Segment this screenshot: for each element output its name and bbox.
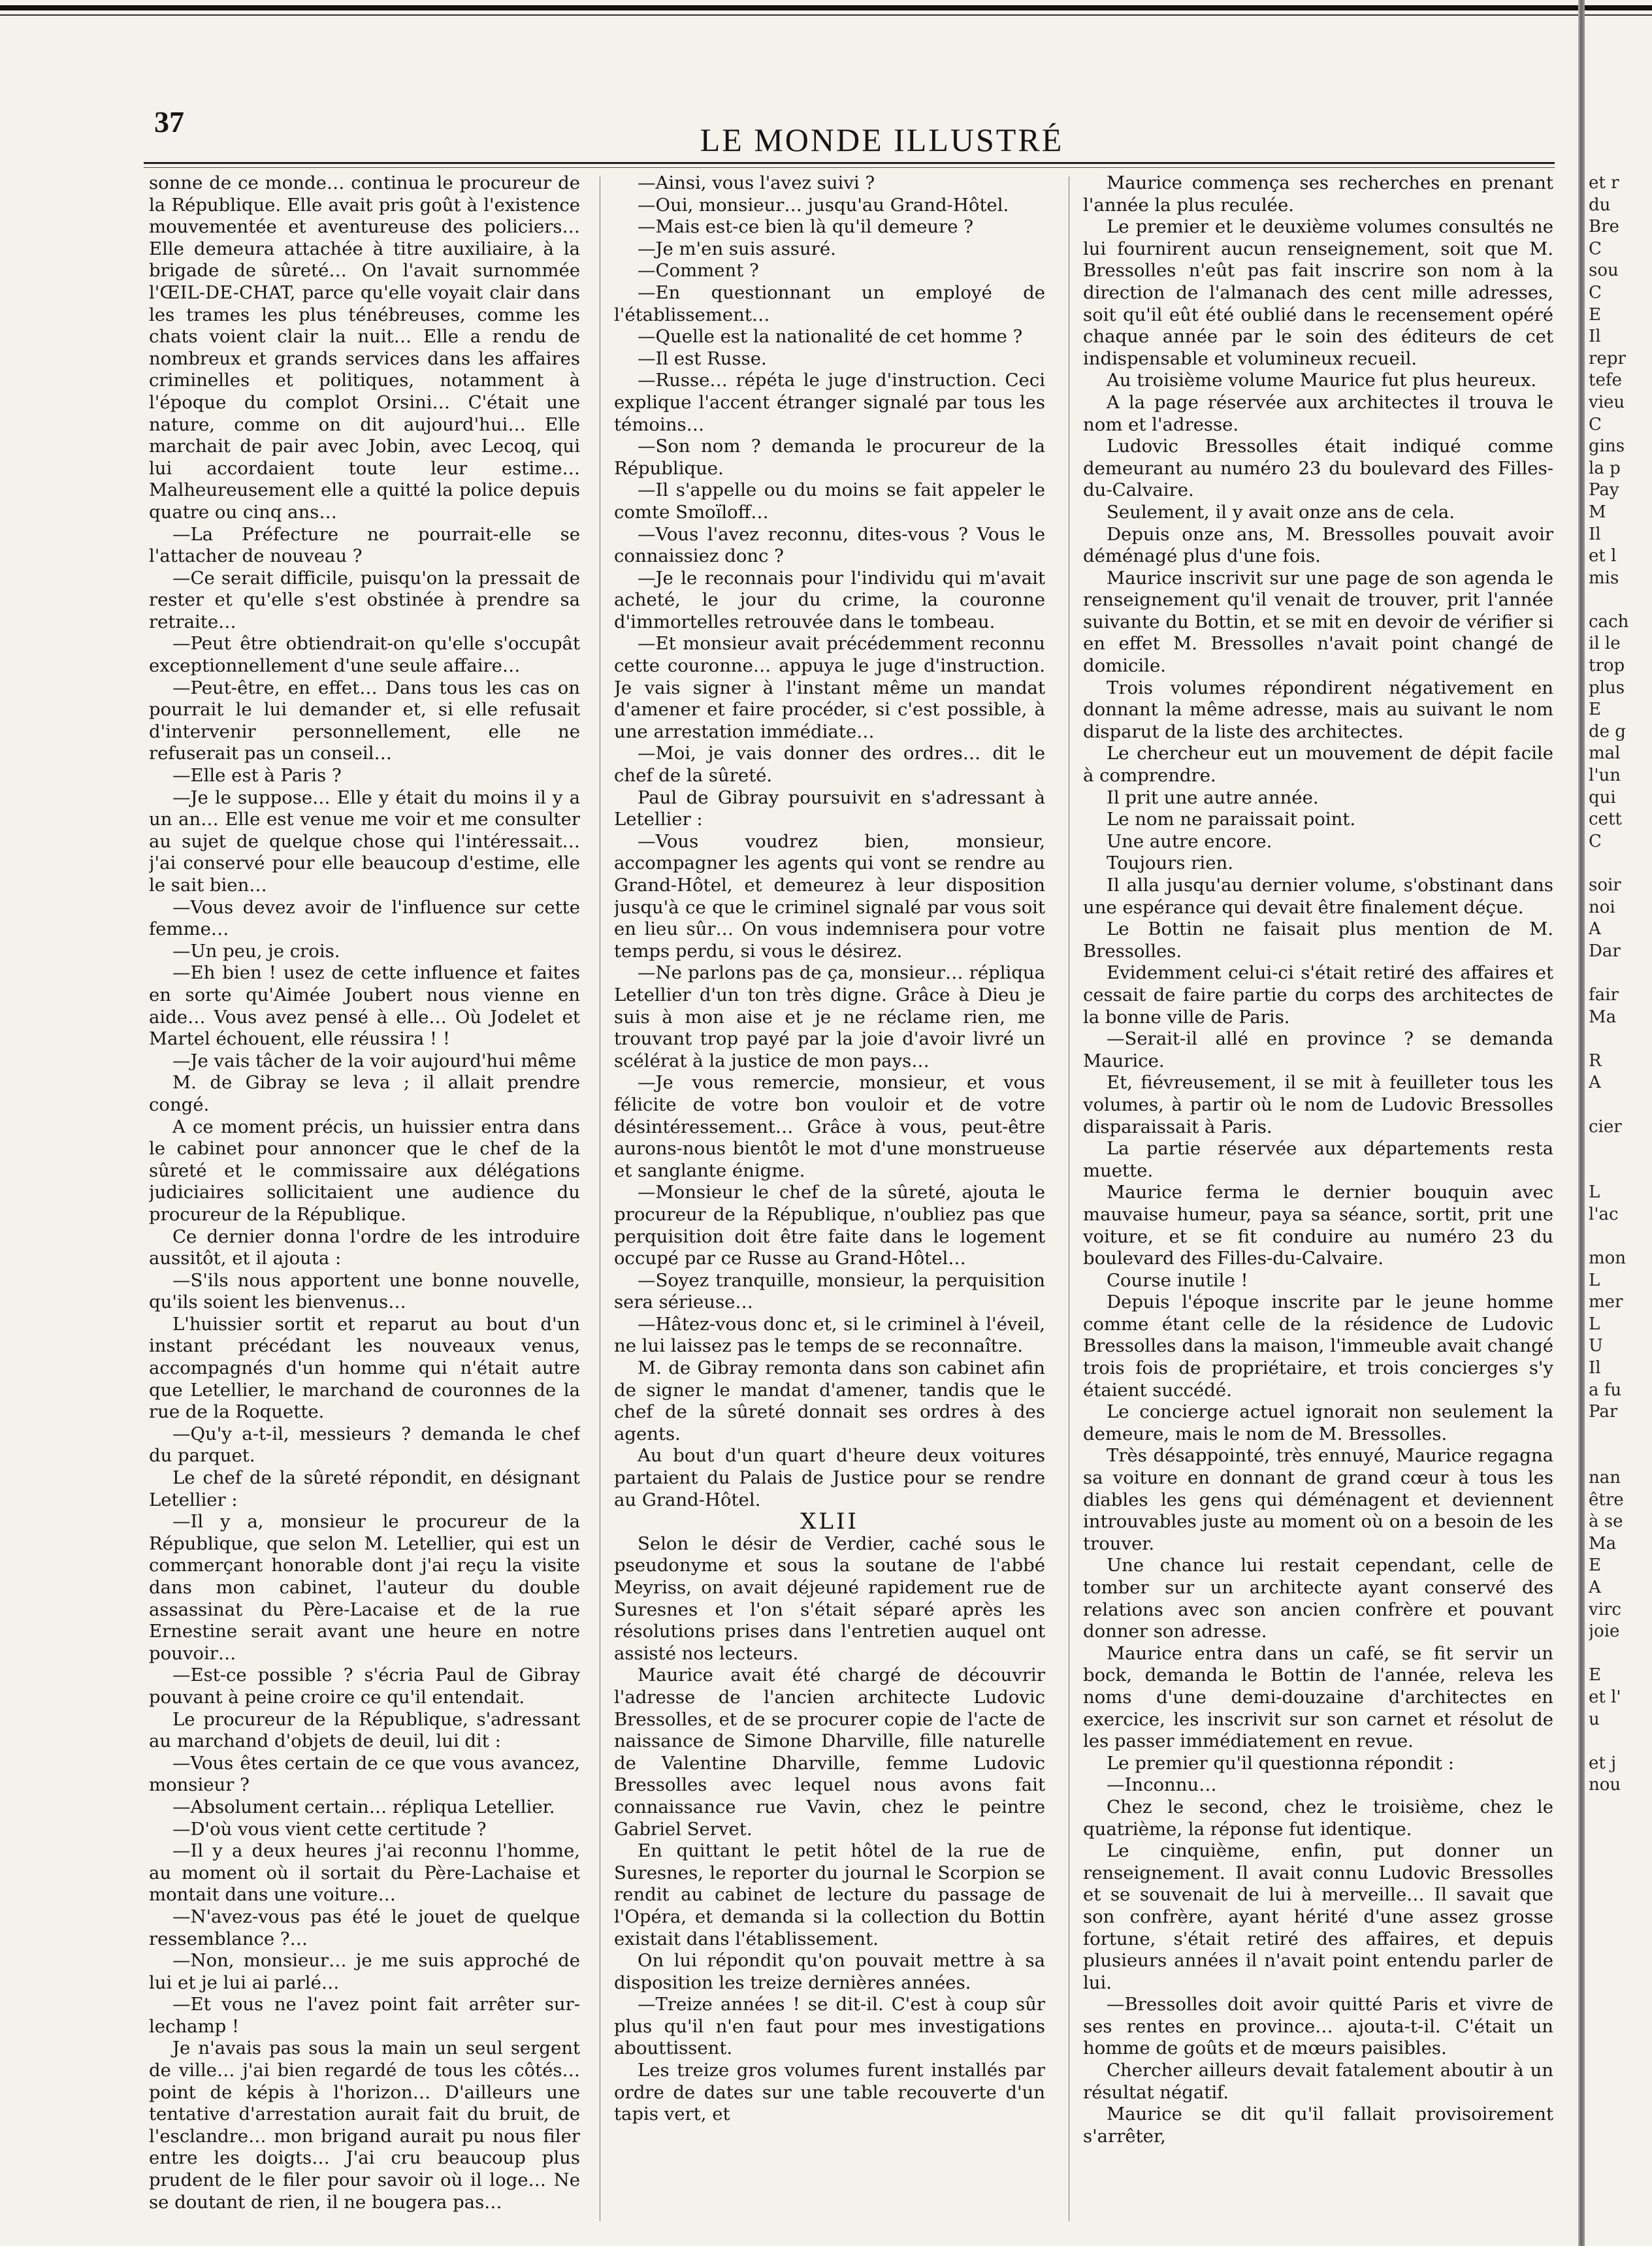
header-rule-thin [144, 167, 1555, 168]
edge-fragment: A [1589, 919, 1601, 939]
edge-fragment: A [1589, 1073, 1601, 1093]
paragraph: —Et vous ne l'avez point fait arrêter sur-lechamp ! [149, 1994, 580, 2037]
edge-fragment [1589, 1445, 1652, 1467]
paragraph: —Elle est à Paris ? [172, 765, 342, 787]
edge-fragment: mer [1589, 1292, 1623, 1312]
paragraph: Et, fiévreusement, il se mit à feuilleter tous les volumes, à partir où le nom de Ludovic Bressolles disparaissait à Paris. [1083, 1072, 1553, 1137]
edge-fragment: soir [1589, 875, 1621, 895]
edge-fragment: E [1589, 700, 1601, 720]
paragraph: —Il s'appelle ou du moins se fait appeler le comte Smoïloff… [614, 480, 1045, 523]
edge-fragment: être [1589, 1489, 1624, 1510]
edge-fragment: cett [1589, 809, 1622, 830]
edge-fragment: virc [1589, 1599, 1621, 1619]
paragraph: Ludovic Bressolles était indiqué comme demeurant au numéro 23 du boulevard des Filles-du-Calvaire. [1083, 436, 1553, 501]
paragraph: La partie réservée aux départements resta muette. [1083, 1138, 1553, 1181]
edge-fragment: l'un [1589, 766, 1621, 786]
paragraph: —Serait-il allé en province ? se demanda Maurice. [1083, 1028, 1553, 1071]
chapter-heading: XLII [800, 1508, 859, 1535]
paragraph: —Son nom ? demanda le procureur de la République. [614, 436, 1045, 479]
edge-fragment: Par [1589, 1402, 1618, 1422]
paragraph: —Quelle est la nationalité de cet homme ? [638, 326, 1023, 348]
paragraph: Evidemment celui-ci s'était retiré des affaires et cessait de faire partie du corps des architectes de la bonne ville de Paris. [1083, 962, 1553, 1028]
masthead-title: LE MONDE ILLUSTRÉ [700, 122, 1064, 158]
edge-fragment [1589, 1094, 1652, 1116]
edge-fragment: C [1589, 282, 1602, 302]
edge-fragment: mal [1589, 743, 1621, 764]
paragraph: Chercher ailleurs devait fatalement aboutir à un résultat négatif. [1083, 2060, 1553, 2103]
paragraph: —Il y a, monsieur le procureur de la République, que selon M. Letellier, qui est un commerçant honorable dont j'ai reçu la visite dans mon cabinet, l'auteur du double assassinat du Père-Lacaise et de la rue Ernestine serait avant une heure en notre pouvoir… [149, 1511, 580, 1664]
edge-fragment: tefe [1589, 370, 1622, 391]
paragraph: Une autre encore. [1107, 830, 1272, 852]
edge-fragment: du [1589, 195, 1611, 215]
paragraph: Le Bottin ne faisait plus mention de M. Bressolles. [1083, 919, 1553, 962]
edge-fragment: mon [1589, 1248, 1627, 1269]
edge-fragment: qui [1589, 787, 1616, 807]
paragraph: Selon le désir de Verdier, caché sous le pseudonyme et sous la soutane de l'abbé Meyriss, on avait déjeuné rapidement rue de Suresnes et l'on s'était séparé après les résolutions prises dans l'entretien auquel ont assisté nos lecteurs. [614, 1533, 1045, 1664]
edge-fragment: u [1589, 1709, 1600, 1729]
paragraph: Le cinquième, enfin, put donner un renseignement. Il avait connu Ludovic Bressolles et se souvenait de lui à merveille… Il savait que son confrère, ayant hérité d'une assez grosse fortune, s'était retiré des affaires, et depuis plusieurs années il n'avait point entendu parler de lui. [1083, 1840, 1553, 1993]
paragraph: —Est-ce possible ? s'écria Paul de Gibray pouvant à peine croire ce qu'il entendait. [149, 1665, 580, 1708]
edge-fragment: Ma [1589, 1007, 1617, 1027]
top-border-rule [0, 5, 1652, 10]
paragraph: —Je vais tâcher de la voir aujourd'hui même [172, 1050, 577, 1071]
edge-fragment: la p [1589, 458, 1621, 478]
paragraph: Le premier qu'il questionna répondit : [1107, 1752, 1454, 1774]
paragraph: —Ce serait difficile, puisqu'on la pressait de rester et qu'elle s'est obstinée à prendre sa retraite… [149, 567, 580, 632]
paragraph: —Soyez tranquille, monsieur, la perquisition sera sérieuse… [614, 1269, 1045, 1313]
paragraph: —Comment ? [638, 260, 759, 282]
paragraph: On lui répondit qu'on pouvait mettre à sa disposition les treize dernières années. [614, 1950, 1045, 1993]
paragraph: —Monsieur le chef de la sûreté, ajouta le procureur de la République, n'oubliez pas que perquisition doit être faite dans le logement occupé par ce Russe au Grand-Hôtel… [614, 1182, 1045, 1269]
paragraph: Depuis onze ans, M. Bressolles pouvait avoir déménagé plus d'une fois. [1083, 523, 1553, 567]
paragraph: Chez le second, chez le troisième, chez le quatrième, la réponse fut identique. [1083, 1796, 1553, 1840]
paragraph: —Je m'en suis assuré. [638, 238, 836, 259]
edge-fragment: il le [1589, 634, 1621, 654]
paragraph: —Peut être obtiendrait-on qu'elle s'occupât exceptionnellement d'une seule affaire… [149, 633, 580, 677]
edge-fragment [1589, 1160, 1652, 1182]
paragraph: Une chance lui restait cependant, celle de tomber sur un architecte ayant conservé des relations avec son ancien confrère et pouvant donner son adresse. [1083, 1555, 1553, 1642]
paragraph: —Inconnu… [1107, 1774, 1217, 1796]
edge-fragment: sou [1589, 261, 1619, 281]
paragraph: —Ainsi, vous l'avez suivi ? [638, 172, 875, 193]
paragraph: —Non, monsieur… je me suis approché de lui et je lui ai parlé… [149, 1950, 580, 1993]
paragraph: —Vous l'avez reconnu, dites-vous ? Vous le connaissiez donc ? [614, 523, 1045, 567]
paragraph: Il alla jusqu'au dernier volume, s'obstinant dans une espérance qui devait être finalement déçue. [1083, 875, 1553, 918]
paragraph: —Peut-être, en effet… Dans tous les cas on pourrait le lui demander et, si elle refusait d'intervenir personnellement, elle ne refuserait pas un conseil… [149, 677, 580, 764]
edge-fragment: joie [1589, 1621, 1620, 1642]
edge-fragment: C [1589, 414, 1602, 434]
text-column-1 [149, 172, 580, 2224]
paragraph: —Treize années ! se dit-il. C'est à coup sûr plus qu'il n'en faut pour mes investigations abouttissent. [614, 1994, 1045, 2059]
paragraph: Je n'avais pas sous la main un seul sergent de ville… j'ai bien regardé de tous les côtés… point de képis à l'horizon… D'ailleurs une tentative d'arrestation aurait fait du bruit, de l'esclandre… mon brigand aurait pu nous filer entre les doigts… J'ai cru beaucoup plus prudent de le filer pour savoir où il loge… Ne se doutant de rien, il ne bougera pas… [149, 2038, 580, 2213]
edge-fragment: R [1589, 1050, 1602, 1071]
paragraph: Maurice commença ses recherches en prenant l'année la plus reculée. [1083, 172, 1553, 216]
paragraph: —En questionnant un employé de l'établissement… [614, 282, 1045, 325]
paragraph: M. de Gibray se leva ; il allait prendre congé. [149, 1072, 580, 1115]
edge-fragment [1589, 1226, 1652, 1248]
edge-fragment: vieu [1589, 392, 1625, 412]
edge-fragment: noi [1589, 897, 1615, 917]
paragraph: En quittant le petit hôtel de la rue de Suresnes, le reporter du journal le Scorpion se rendit au cabinet de lecture du passage de l'Opéra, et demanda si la collection du Bottin existait dans l'établissement. [614, 1840, 1045, 1949]
edge-fragment [1589, 1643, 1652, 1665]
paragraph: A la page réservée aux architectes il trouva le nom et l'adresse. [1083, 391, 1553, 435]
paragraph: —Mais est-ce bien là qu'il demeure ? [638, 216, 973, 238]
paragraph: Au bout d'un quart d'heure deux voitures partaient du Palais de Justice pour se rendre au Grand-Hôtel. [614, 1445, 1045, 1510]
paragraph: Les treize gros volumes furent installés par ordre de dates sur une table recouverte d'un tapis vert, et [614, 2060, 1045, 2125]
text-column-2 [614, 172, 1045, 2224]
paragraph: Ce dernier donna l'ordre de les introduire aussitôt, et il ajouta : [149, 1226, 580, 1269]
edge-fragment: E [1589, 304, 1601, 325]
paragraph: —Vous voudrez bien, monsieur, accompagner les agents qui vont se rendre au Grand-Hôtel, et demeurez à leur disposition jusqu'à ce que le criminel signalé par vous soit en lieu sûr… On vous indemnisera pour votre temps perdu, si vous le désirez. [614, 830, 1045, 962]
paragraph: Maurice se dit qu'il fallait provisoirement s'arrêter, [1083, 2104, 1553, 2147]
edge-fragment: L [1589, 1270, 1600, 1290]
edge-fragment: L [1589, 1182, 1600, 1203]
paragraph: Au troisième volume Maurice fut plus heureux. [1107, 370, 1537, 391]
edge-fragment: U [1589, 1336, 1603, 1356]
paragraph: —Je le reconnais pour l'individu qui m'avait acheté, le jour du crime, la couronne d'immortelles retrouvée dans le tombeau. [614, 567, 1045, 632]
paragraph: —N'avez-vous pas été le jouet de quelque ressemblance ?… [149, 1906, 580, 1949]
paragraph: —Oui, monsieur… jusqu'au Grand-Hôtel. [638, 194, 1009, 216]
edge-fragment: L [1589, 1314, 1600, 1334]
paragraph: —Vous êtes certain de ce que vous avancez, monsieur ? [149, 1752, 580, 1796]
paragraph: —Bressolles doit avoir quitté Paris et vivre de ses rentes en province… ajouta-t-il. C'était un homme de goûts et de mœurs paisibles. [1083, 1994, 1553, 2059]
paragraph: Le concierge actuel ignorait non seulement la demeure, mais le nom de M. Bressolles. [1083, 1401, 1553, 1444]
paragraph: —S'ils nous apportent une bonne nouvelle, qu'ils soient les bienvenus… [149, 1269, 580, 1313]
edge-fragment: Ma [1589, 1533, 1617, 1554]
paragraph: Le nom ne paraissait point. [1107, 809, 1356, 830]
paragraph: —Hâtez-vous donc et, si le criminel à l'éveil, ne lui laissez pas le temps de se reconnaître. [614, 1313, 1045, 1357]
edge-fragment: Il [1589, 327, 1601, 347]
edge-fragment: et l' [1589, 1687, 1621, 1707]
paragraph: Maurice entra dans un café, se fit servir un bock, demanda le Bottin de l'année, releva les noms d'une demi-douzaine d'architectes en exercice, les inscrivit sur son carnet et résolut de les passer immédiatement en revue. [1083, 1642, 1553, 1752]
edge-fragment: E [1589, 1665, 1601, 1685]
edge-fragment: cach [1589, 611, 1629, 632]
paragraph: —La Préfecture ne pourrait-elle se l'attacher de nouveau ? [149, 523, 580, 567]
paragraph: sonne de ce monde… continua le procureur de la République. Elle avait pris goût à l'existence mouvementée et aventureuse des policiers… Elle demeura attachée à titre auxiliaire, à la brigade de sûreté… On l'avait surnommée l'ŒIL-DE-CHAT, parce qu'elle voyait clair dans les trames les plus ténébreuses, comme les chats voient clair la nuit… Elle a rendu de nombreux et grands services dans les affaires criminelles et politiques, notamment à l'époque du complot Orsini… C'était une nature, comme on dit aujourd'hui… Elle marchait de pair avec Jobin, avec Lecoq, qui lui accordaient toute leur estime… Malheureusement elle a quitté la police depuis quatre ou cinq ans… [149, 172, 580, 523]
edge-fragment [1589, 1138, 1652, 1160]
edge-fragment: C [1589, 238, 1602, 259]
paragraph: —Un peu, je crois. [172, 940, 340, 962]
paragraph: L'huissier sortit et reparut au bout d'un instant précédant les nouveaux venus, accompagnés d'un homme qui n'était autre que Letellier, le marchand de couronnes de la rue de la Roquette. [149, 1313, 580, 1423]
edge-fragment: mis [1589, 568, 1619, 588]
edge-fragment: trop [1589, 656, 1625, 676]
paragraph: Course inutile ! [1107, 1269, 1248, 1291]
paragraph: Maurice avait été chargé de découvrir l'adresse de l'ancien architecte Ludovic Bressolles, et de se procurer copie de l'acte de naissance de Simone Dharville, fille naturelle de Valentine Dharville, femme Ludovic Bressolles avec lequel nous avons fait connaissance rue Vavin, chez le peintre Gabriel Servet. [614, 1665, 1045, 1840]
edge-fragment: Il [1589, 1358, 1601, 1378]
edge-fragment: cier [1589, 1116, 1622, 1137]
paragraph: Trois volumes répondirent négativement en donnant la même adresse, mais au suivant le nom disparut de la liste des architectes. [1083, 677, 1553, 742]
edge-fragment: Dar [1589, 941, 1621, 961]
paragraph: M. de Gibray remonta dans son cabinet afin de signer le mandat d'amener, tandis que le chef de la sûreté donnait ses ordres à des agents. [614, 1358, 1045, 1444]
edge-fragment [1589, 853, 1652, 875]
edge-fragment: fair [1589, 985, 1619, 1005]
paragraph: —Absolument certain… répliqua Letellier. [172, 1796, 555, 1817]
paragraph: Le chef de la sûreté répondit, en désignant Letellier : [149, 1467, 580, 1510]
edge-fragment: et l [1589, 546, 1617, 566]
paragraph: Maurice inscrivit sur une page de son agenda le renseignement qu'il venait de trouver, prit l'année suivante du Bottin, et se mit en devoir de vérifier si en effet M. Bressolles n'avait point changé de domicile. [1083, 567, 1553, 677]
paragraph: —Eh bien ! usez de cette influence et faites en sorte qu'Aimée Joubert nous vienne en aide… Vous avez pensé à elle… Où Jodelet et Martel échouent, elle réussira ! ! [149, 962, 580, 1050]
edge-fragment: l'ac [1589, 1204, 1619, 1224]
paragraph: Le chercheur eut un mouvement de dépit facile à comprendre. [1083, 743, 1553, 787]
edge-fragment: repr [1589, 348, 1626, 368]
edge-fragment: à se [1589, 1512, 1623, 1532]
paragraph: —Qu'y a-t-il, messieurs ? demanda le chef du parquet. [149, 1423, 580, 1467]
edge-fragment: a fu [1589, 1380, 1622, 1400]
paragraph: —Ne parlons pas de ça, monsieur… répliqua Letellier d'un ton très digne. Grâce à Dieu je suis à mon aise et je ne réclame rien, me trouvant trop payé par la joie d'avoir livré un scélérat à la justice de mon pays… [614, 962, 1045, 1071]
page-number: 37 [154, 105, 184, 138]
edge-fragment: et r [1589, 173, 1619, 193]
paragraph: —D'où vous vient cette certitude ? [172, 1818, 487, 1840]
adjacent-page-fragment [1589, 172, 1652, 2230]
paragraph: Il prit une autre année. [1107, 787, 1319, 808]
paragraph: —Et monsieur avait précédemment reconnu cette couronne… appuya le juge d'instruction. Je vais signer à l'instant même un mandat d'amener et faire procéder, si c'est possible, à une arrestation immédiate… [614, 633, 1045, 742]
paragraph: Paul de Gibray poursuivit en s'adressant à Letellier : [614, 787, 1045, 830]
header-rule [144, 162, 1555, 164]
edge-fragment: C [1589, 831, 1602, 851]
edge-fragment [1589, 962, 1652, 985]
edge-fragment [1589, 1424, 1652, 1446]
paragraph: Le procureur de la République, s'adressant au marchand d'objets de deuil, lui dit : [149, 1708, 580, 1752]
paragraph: A ce moment précis, un huissier entra dans le cabinet pour annoncer que le chef de la sûreté et le commissaire aux délégations judiciaires sollicitaient une audience du procureur de la République. [149, 1116, 580, 1225]
edge-fragment: E [1589, 1555, 1601, 1576]
edge-fragment: et j [1589, 1753, 1617, 1773]
page-fold-shadow [1578, 0, 1585, 2246]
edge-fragment [1589, 1731, 1652, 1753]
paragraph: —Je le suppose… Elle y était du moins il y a un an… Elle est venue me voir et me consulter au sujet de quelque chose qui l'intéressait… j'ai conservé pour elle beaucoup d'estime, elle le sait bien… [149, 787, 580, 896]
column-2-before-chapter [614, 172, 1045, 1511]
edge-fragment [1589, 589, 1652, 611]
paragraph: Le premier et le deuxième volumes consultés ne lui fournirent aucun renseignement, soit que M. Bressolles n'eût pas fait inscrire son nom à la direction de l'almanach des cent mille adresses, soit qu'il eût été oublié dans le recensement opéré chaque année par le soin des éditeurs de cet indispensable et volumineux recueil. [1083, 216, 1553, 369]
paragraph: Depuis l'époque inscrite par le jeune homme comme étant celle de la résidence de Ludovic Bressolles dans la maison, l'immeuble avait changé trois fois de propriétaire, et trois concierges s'y étaient succédé. [1083, 1292, 1553, 1401]
edge-fragment: M [1589, 502, 1606, 522]
edge-fragment: Pay [1589, 480, 1619, 500]
paragraph: —Il est Russe. [638, 348, 767, 369]
edge-fragment: Bre [1589, 217, 1619, 237]
edge-fragment: Il [1589, 524, 1601, 544]
paragraph: —Moi, je vais donner des ordres… dit le chef de la sûreté. [614, 743, 1045, 787]
paragraph: —Russe… répéta le juge d'instruction. Ceci explique l'accent étranger signalé par tous les témoins… [614, 370, 1045, 435]
edge-fragment: nou [1589, 1775, 1621, 1795]
paragraph: —Il y a deux heures j'ai reconnu l'homme, au moment où il sortait du Père-Lachaise et montait dans une voiture… [149, 1840, 580, 1906]
paragraph: Très désappointé, très ennuyé, Maurice regagna sa voiture en donnant de grand cœur à tous les diables les gens qui déménagent et deviennent introuvables juste au moment où on a besoin de les trouver. [1083, 1445, 1553, 1554]
text-column-3 [1083, 172, 1553, 2224]
paragraph: —Je vous remercie, monsieur, et vous félicite de votre bon vouloir et de votre désintéressement… Grâce à vous, peut-être aurons-nous bientôt le mot d'une monstrueuse et sanglante énigme. [614, 1072, 1045, 1181]
column-2-after-chapter [614, 1533, 1045, 2126]
edge-fragment: nan [1589, 1468, 1621, 1488]
paragraph: Seulement, il y avait onze ans de cela. [1107, 501, 1455, 523]
paragraph: Maurice ferma le dernier bouquin avec mauvaise humeur, paya sa séance, sortit, prit une voiture, et se fit conduire au numéro 23 du boulevard des Filles-du-Calvaire. [1083, 1182, 1553, 1269]
paragraph: Toujours rien. [1107, 853, 1233, 874]
edge-fragment: A [1589, 1578, 1601, 1597]
edge-fragment: plus [1589, 677, 1625, 698]
edge-fragment [1589, 1028, 1652, 1050]
paragraph: —Vous devez avoir de l'influence sur cette femme… [149, 896, 580, 940]
top-border-thin-rule [0, 14, 1652, 16]
edge-fragment: de g [1589, 721, 1626, 741]
edge-fragment: gins [1589, 436, 1625, 457]
